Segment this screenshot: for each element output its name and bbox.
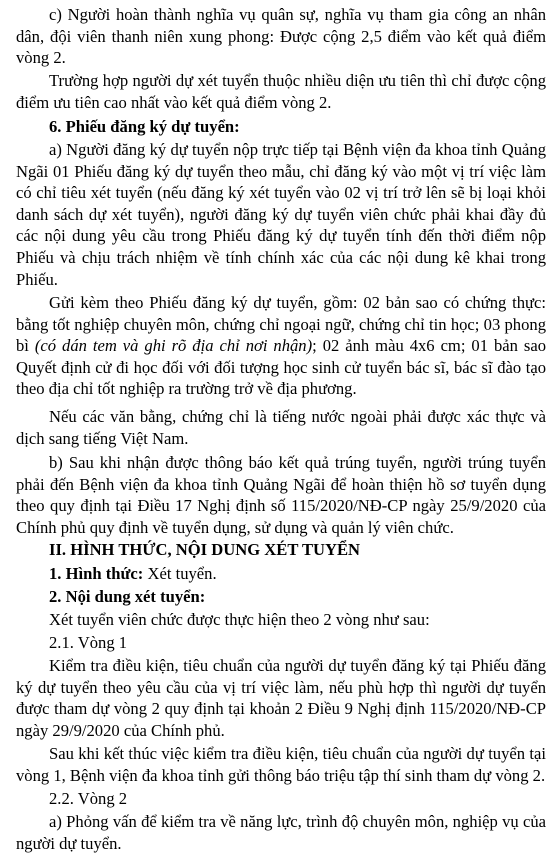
paragraph-two-rounds: Xét tuyển viên chức được thực hiện theo 2 vòng như sau:	[49, 610, 430, 629]
paragraph-registration-a: a) Người đăng ký dự tuyển nộp trực tiếp tại Bệnh viện đa khoa tỉnh Quảng Ngãi 01 Phiếu đăng ký dự tuyển theo mẫu, chỉ đăng ký vào một vị trí việc làm có chỉ tiêu xét tuyển (nếu đăng ký xét tuyển vào 02 vị trí trở lên sẽ bị loại khỏi danh sách dự xét tuyển), người đăng ký dự tuyển viên chức phải khai đầy đủ các nội dung yêu cầu trong Phiếu đăng ký dự tuyển tính đến thời điểm nộp Phiếu và chịu trách nhiệm về tính chính xác của các nội dung kê khai trong Phiếu.	[16, 140, 546, 289]
paragraph-round-1: Kiểm tra điều kiện, tiêu chuẩn của người dự tuyển đăng ký tại Phiếu đăng ký dự tuyển theo yêu cầu của vị trí việc làm, nếu phù hợp thì người dự tuyển được tham dự vòng 2 quy định tại khoản 2 Điều 9 Nghị định 115/2020/NĐ-CP ngày 29/9/2020 của Chính phủ.	[16, 656, 546, 740]
attachments-text-1: Gửi kèm theo Phiếu đăng ký dự tuyển, gồm: 02 bản sao có chứng thực: bằng tốt nghiệp chuyên môn, chứng chỉ ngoại ngữ, chứng chỉ tin học; 03 phong bì	[16, 293, 546, 356]
heading-form: 1. Hình thức:	[49, 564, 144, 583]
paragraph-round-2-a: a) Phỏng vấn để kiểm tra về năng lực, trình độ chuyên môn, nghiệp vụ của người dự tuyển.	[16, 812, 546, 853]
subheading-round-1: 2.1. Vòng 1	[49, 633, 128, 652]
paragraph-registration-b: b) Sau khi nhận được thông báo kết quả trúng tuyển, người trúng tuyển phải đến Bệnh viện đa khoa tỉnh Quảng Ngãi để hoàn thiện hồ sơ tuyển dụng theo quy định tại Điều 17 Nghị định số 115/2020/NĐ-CP ngày 25/9/2020 của Chính phủ quy định về tuyển dụng, sử dụng và quản lý viên chức.	[16, 453, 546, 537]
heading-section-ii: II. HÌNH THỨC, NỘI DUNG XÉT TUYỂN	[49, 540, 361, 559]
subheading-round-2: 2.2. Vòng 2	[49, 789, 128, 808]
paragraph-priority-c: c) Người hoàn thành nghĩa vụ quân sự, nghĩa vụ tham gia công an nhân dân, đội viên thanh niên xung phong: Được cộng 2,5 điểm vào kết quả điểm vòng 2.	[16, 5, 546, 68]
paragraph-attachments	[16, 292, 546, 400]
attachments-text-2: ; 02 ảnh màu 4x6 cm; 01 bản sao Quyết định cử đi học đối với đối tượng học sinh cử tuyển bác sĩ, bác sĩ đào tạo theo địa chỉ tốt nghiệp ra trường trở về địa phương.	[16, 336, 546, 399]
paragraph-foreign-documents: Nếu các văn bằng, chứng chỉ là tiếng nước ngoài phải được xác thực và dịch sang tiếng Việt Nam.	[16, 407, 546, 448]
form-line	[49, 563, 546, 585]
paragraph-round-1-notice: Sau khi kết thúc việc kiểm tra điều kiện, tiêu chuẩn của người dự tuyển tại vòng 1, Bệnh viện đa khoa tỉnh gửi thông báo triệu tập thí sinh tham dự vòng 2.	[16, 744, 546, 785]
heading-registration-form: 6. Phiếu đăng ký dự tuyển:	[49, 117, 240, 136]
attachments-note: (có dán tem và ghi rõ địa chỉ nơi nhận)	[34, 336, 313, 356]
form-value: Xét tuyển.	[143, 564, 217, 583]
heading-content: 2. Nội dung xét tuyển:	[49, 587, 206, 606]
paragraph-priority-multiple: Trường hợp người dự xét tuyển thuộc nhiều diện ưu tiên thì chỉ được cộng điểm ưu tiên cao nhất vào kết quả điểm vòng 2.	[16, 71, 546, 112]
